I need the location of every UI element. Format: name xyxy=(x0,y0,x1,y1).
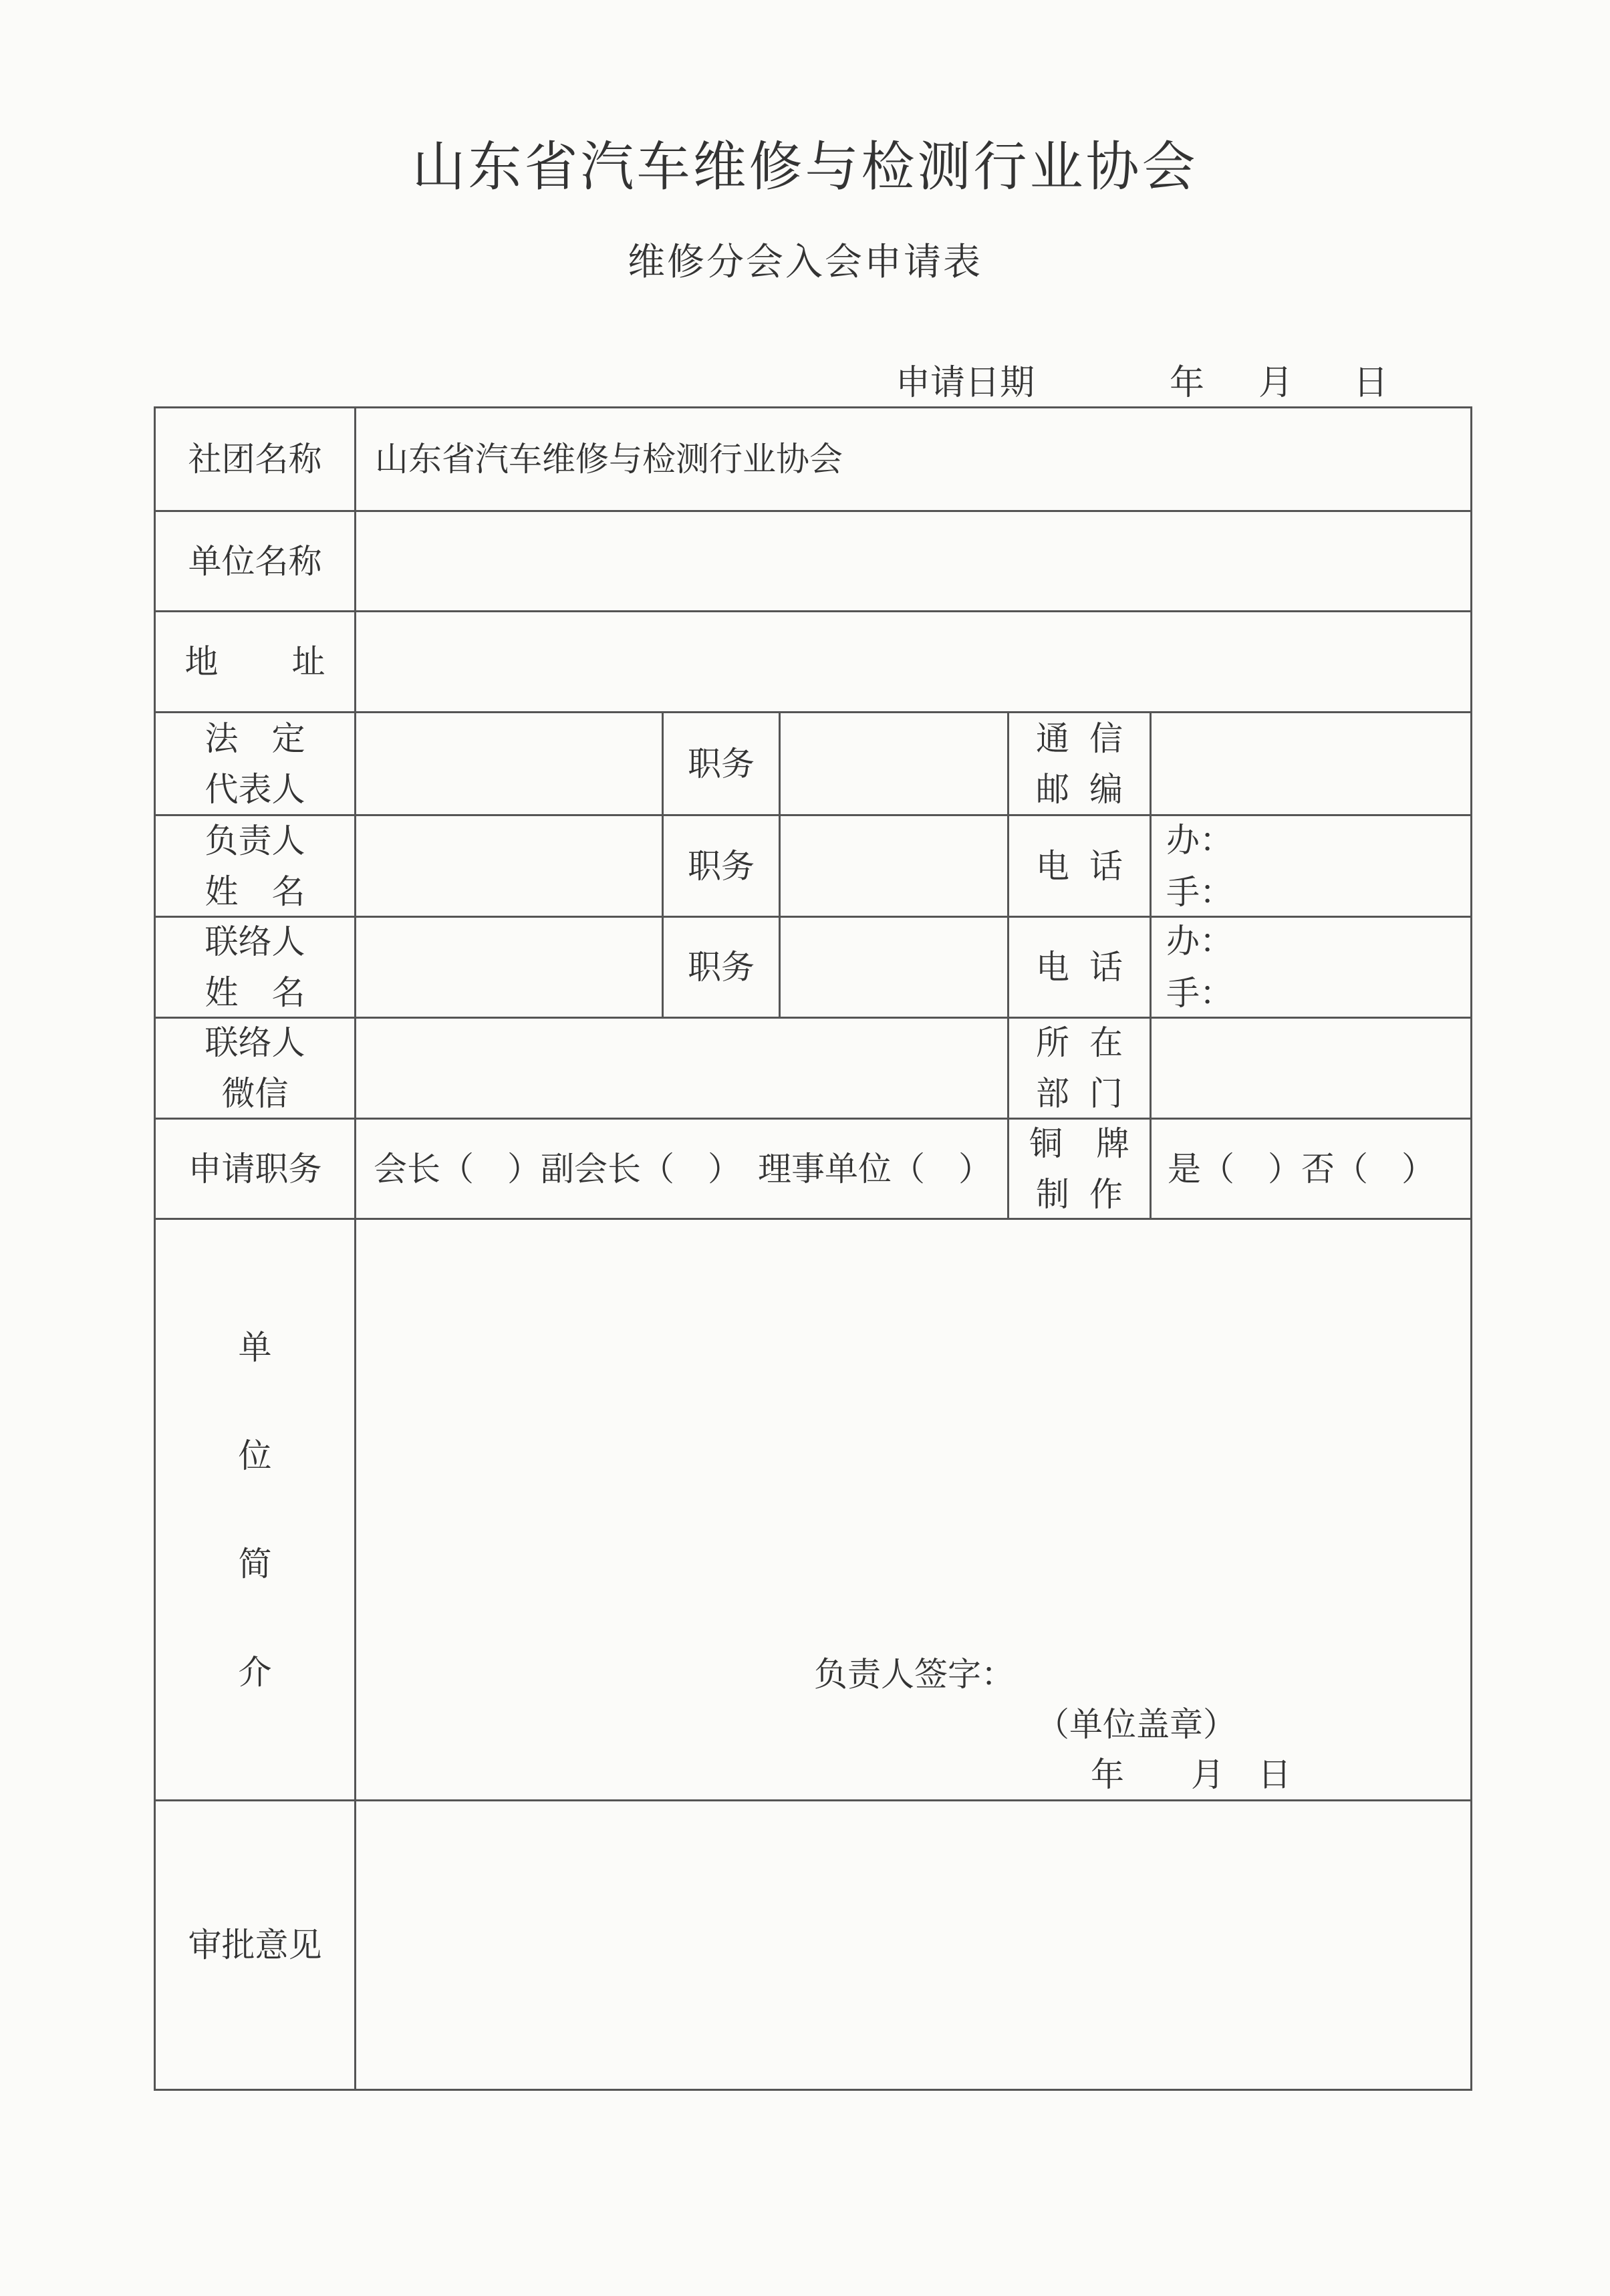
postcode-label-char: 编 xyxy=(1089,769,1123,809)
mobile-phone-prefix: 手： xyxy=(1166,974,1233,1013)
unit-name-label-text: 单位名称 xyxy=(188,541,322,581)
form-subtitle: 维修分会入会申请表 xyxy=(628,241,982,284)
contact-wechat-field[interactable] xyxy=(356,1019,1007,1118)
position-label-text: 职务 xyxy=(688,846,755,886)
department-label-char: 所 xyxy=(1036,1023,1069,1062)
org-name-value: 山东省汽车维修与检测行业协会 xyxy=(375,440,843,479)
contact-phone-field[interactable] xyxy=(1152,918,1470,1017)
contact-name-field[interactable] xyxy=(356,918,662,1017)
org-name-label-text: 社团名称 xyxy=(188,440,322,479)
legal-rep-position-field[interactable] xyxy=(781,713,1007,814)
apply-position-label xyxy=(156,1120,354,1218)
contact-label-char: 名 xyxy=(271,973,305,1012)
stamp-label: （单位盖章） xyxy=(1036,1705,1236,1744)
address-label-char: 址 xyxy=(291,642,325,681)
mobile-phone-prefix: 手： xyxy=(1166,872,1233,912)
unit-intro-label xyxy=(156,1220,354,1799)
plaque-label-char: 铜 xyxy=(1029,1124,1063,1163)
position-label-text: 职务 xyxy=(688,948,755,987)
approval-label xyxy=(156,1801,354,2089)
approval-field[interactable] xyxy=(356,1801,1470,2089)
contact-wechat-label xyxy=(156,1019,354,1118)
unit-name-label xyxy=(156,512,354,610)
org-name-label xyxy=(156,408,354,510)
office-phone-prefix: 办： xyxy=(1166,820,1233,860)
apply-position-label-text: 申请职务 xyxy=(188,1149,322,1188)
postcode-label-char: 邮 xyxy=(1036,769,1069,809)
plaque-options[interactable] xyxy=(1152,1120,1470,1218)
department-label-char: 在 xyxy=(1089,1023,1123,1062)
legal-rep-position-label xyxy=(664,713,779,814)
legal-rep-label-char: 法 xyxy=(205,719,239,758)
phone-label-char: 电 xyxy=(1036,846,1069,886)
phone-label-char: 电 xyxy=(1036,948,1069,987)
apply-position-options[interactable] xyxy=(356,1120,1007,1218)
postcode-label-char: 信 xyxy=(1089,719,1123,758)
form-title: 山东省汽车维修与检测行业协会 xyxy=(412,136,1198,198)
position-label-text: 职务 xyxy=(688,744,755,783)
approval-label-text: 审批意见 xyxy=(188,1926,322,1964)
contact-position-field[interactable] xyxy=(781,918,1007,1017)
postcode-label-char: 通 xyxy=(1036,719,1069,758)
address-label-char: 地 xyxy=(184,642,219,681)
unit-intro-label-char: 介 xyxy=(238,1652,272,1692)
phone-label-char: 话 xyxy=(1089,948,1123,987)
address-field[interactable] xyxy=(356,612,1470,711)
unit-intro-label-char: 简 xyxy=(238,1544,272,1583)
apply-position-options-text: 会长（ ）副会长（ ） 理事单位（ ） xyxy=(374,1149,992,1188)
postcode-label xyxy=(1009,713,1150,814)
leader-name-label xyxy=(156,816,354,916)
leader-name-field[interactable] xyxy=(356,816,662,916)
table-border-right xyxy=(1470,406,1472,2091)
department-label-char: 门 xyxy=(1089,1074,1123,1113)
legal-rep-label-line2: 代表人 xyxy=(205,769,305,809)
table-border-bottom xyxy=(154,2089,1470,2091)
leader-label-char: 名 xyxy=(271,872,305,911)
unit-intro-label-char: 单 xyxy=(238,1327,272,1367)
leader-position-field[interactable] xyxy=(781,816,1007,916)
office-phone-prefix: 办： xyxy=(1166,922,1233,961)
department-label-char: 部 xyxy=(1036,1074,1069,1113)
date-year-label: 年 xyxy=(1170,363,1205,403)
date-day-label: 日 xyxy=(1353,363,1389,403)
leader-label-line1: 负责人 xyxy=(205,821,305,860)
unit-name-field[interactable] xyxy=(356,512,1470,610)
leader-phone-label xyxy=(1009,816,1150,916)
contact-name-label xyxy=(156,918,354,1017)
plaque-label-char: 制 xyxy=(1036,1174,1069,1214)
unit-intro-field[interactable] xyxy=(356,1220,1470,1799)
wechat-label-line2: 微信 xyxy=(221,1074,289,1113)
legal-rep-label-char: 定 xyxy=(271,719,305,758)
plaque-label xyxy=(1009,1120,1150,1218)
sign-date: 年 月 日 xyxy=(1091,1755,1291,1794)
contact-label-char: 姓 xyxy=(205,973,239,1012)
address-label xyxy=(156,612,354,711)
org-name-value-cell[interactable] xyxy=(356,408,1470,510)
legal-rep-label xyxy=(156,713,354,814)
leader-label-char: 姓 xyxy=(205,872,239,911)
leader-phone-field[interactable] xyxy=(1152,816,1470,916)
date-month-label: 月 xyxy=(1258,363,1294,403)
unit-intro-label-char: 位 xyxy=(238,1436,272,1475)
contact-label-line1: 联络人 xyxy=(205,922,305,961)
legal-rep-field[interactable] xyxy=(356,713,662,814)
leader-position-label xyxy=(664,816,779,916)
postcode-field[interactable] xyxy=(1152,713,1470,814)
wechat-label-line1: 联络人 xyxy=(205,1023,305,1062)
application-date-label: 申请日期 xyxy=(896,363,1035,403)
plaque-label-char: 牌 xyxy=(1096,1124,1129,1163)
department-label xyxy=(1009,1019,1150,1118)
signature-label: 负责人签字： xyxy=(814,1655,1015,1694)
phone-label-char: 话 xyxy=(1089,846,1123,886)
contact-phone-label xyxy=(1009,918,1150,1017)
plaque-options-text: 是（ ）否（ ） xyxy=(1168,1149,1435,1188)
department-field[interactable] xyxy=(1152,1019,1470,1118)
plaque-label-char: 作 xyxy=(1089,1174,1123,1214)
contact-position-label xyxy=(664,918,779,1017)
